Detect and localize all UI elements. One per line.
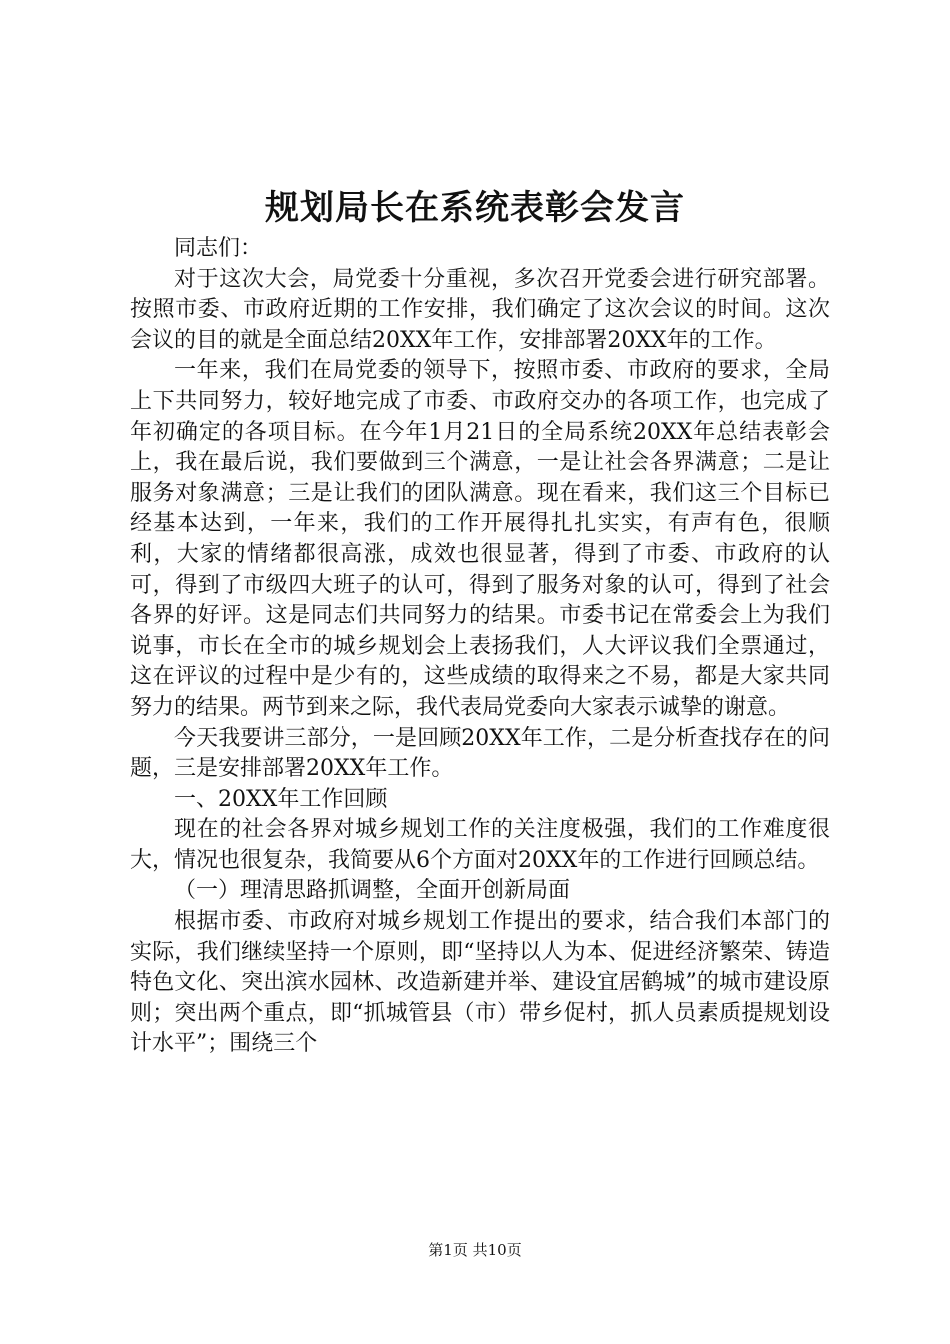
section-heading: 一、20XX年工作回顾 — [174, 786, 388, 812]
paragraph: 对于这次大会，局党委十分重视，多次召开党委会进行研究部署。按照市委、市政府近期的工作安排，我们确定了这次会议的时间。这次会议的目的就是全面总结20XX年工作，安排部署20XX年的工作。 — [130, 266, 830, 353]
paragraph: 现在的社会各界对城乡规划工作的关注度极强，我们的工作难度很大，情况也很复杂，我简要从6个方面对20XX年的工作进行回顾总结。 — [130, 817, 830, 873]
page-footer — [0, 1240, 950, 1260]
paragraph: 今天我要讲三部分，一是回顾20XX年工作，二是分析查找存在的问题，三是安排部署20XX年工作。 — [130, 725, 830, 782]
subsection-heading: （一）理清思路抓调整，全面开创新局面 — [174, 878, 571, 904]
document-body — [130, 234, 830, 1060]
page-indicator: 第1页 共10页 — [428, 1241, 522, 1259]
paragraph: 一年来，我们在局党委的领导下，按照市委、市政府的要求，全局上下共同努力，较好地完成了市委、市政府交办的各项工作，也完成了年初确定的各项目标。在今年1月21日的全局系统20XX年总结表彰会上，我在最后说，我们要做到三个满意，一是让社会各界满意；二是让服务对象满意；三是让我们的团队满意。现在看来，我们这三个目标已经基本达到，一年来，我们的工作开展得扎扎实实，有声有色，很顺利，大家的情绪都很高涨，成效也很显著，得到了市委、市政府的认可，得到了市级四大班子的认可，得到了服务对象的认可，得到了社会各界的好评。这是同志们共同努力的结果。市委书记在常委会上为我们说事，市长在全市的城乡规划会上表扬我们，人大评议我们全票通过，这在评议的过程中是少有的，这些成绩的取得来之不易，都是大家共同努力的结果。两节到来之际，我代表局党委向大家表示诚挚的谢意。 — [130, 358, 830, 720]
paragraph-salutation: 同志们： — [174, 236, 263, 261]
document-title: 规划局长在系统表彰会发言 — [265, 188, 685, 228]
paragraph: 根据市委、市政府对城乡规划工作提出的要求，结合我们本部门的实际，我们继续坚持一个原则，即“坚持以人为本、促进经济繁荣、铸造特色文化、突出滨水园林、改造新建并举、建设宜居鹤城”的城市建设原则；突出两个重点，即“抓城管县（市）带乡促村，抓人员素质提规划设计水平”；围绕三个 — [130, 909, 830, 1057]
